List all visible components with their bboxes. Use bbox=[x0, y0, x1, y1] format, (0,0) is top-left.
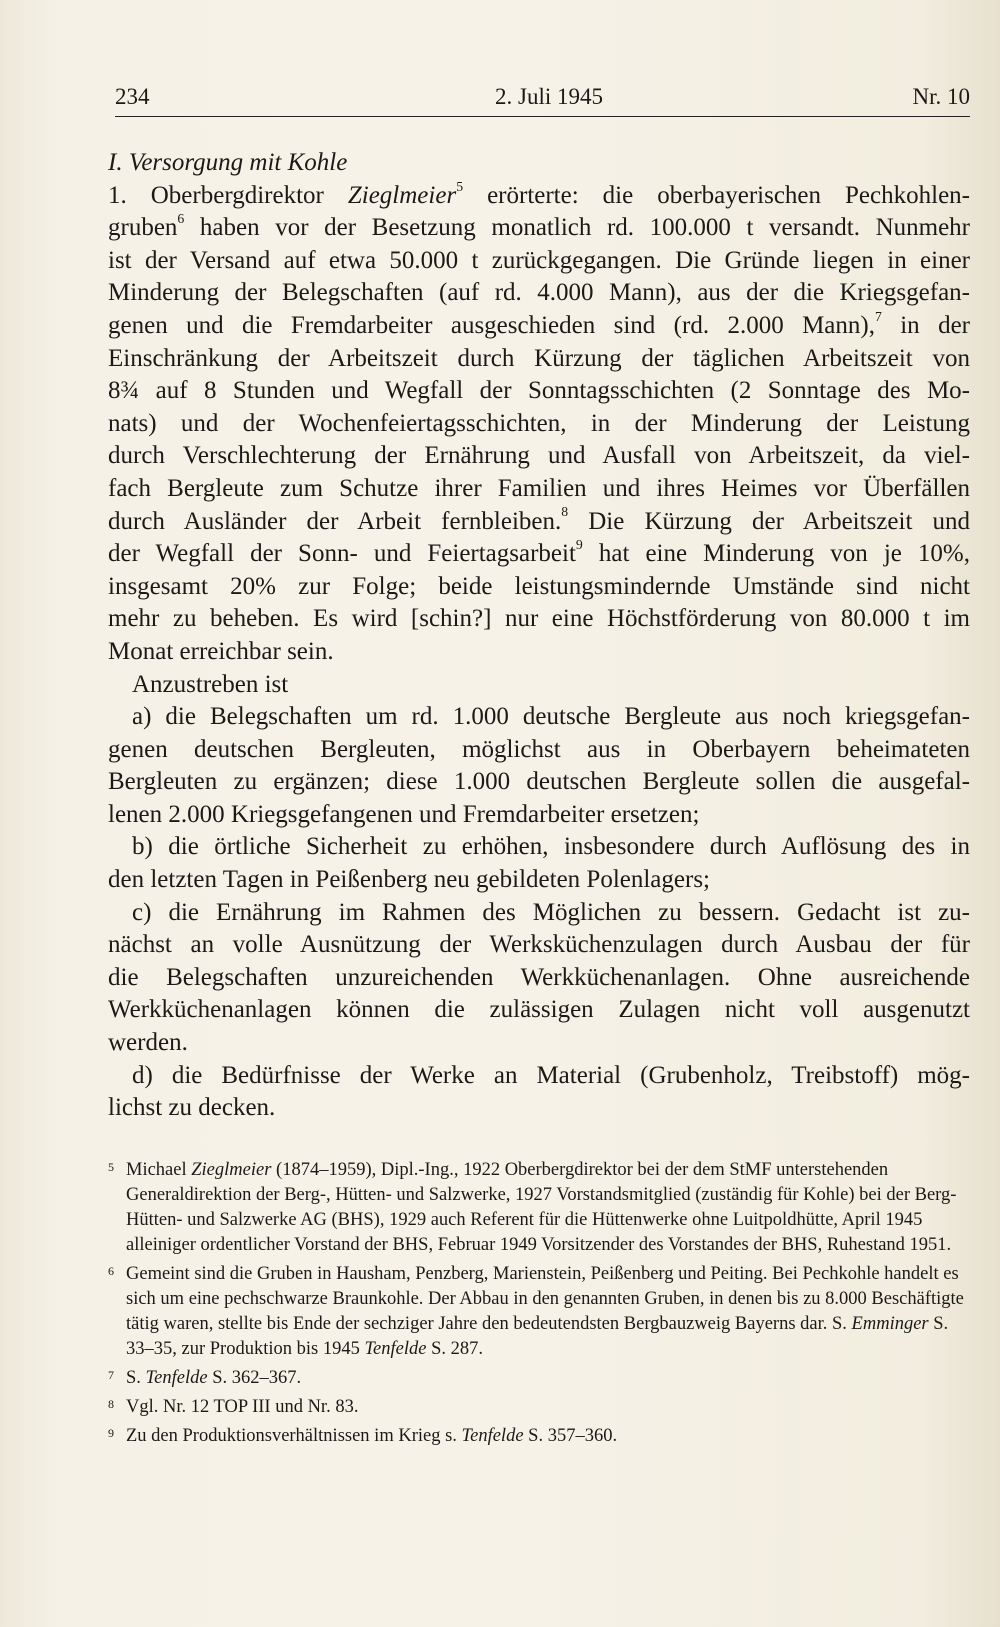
footnote bbox=[108, 1262, 970, 1362]
body-line: Einschränkung der Arbeitszeit durch Kürzung der täglichen Arbeitszeit von bbox=[108, 344, 970, 372]
main-text bbox=[108, 147, 970, 1125]
footnote-number: 7 bbox=[108, 1368, 114, 1382]
header-date: 2. Juli 1945 bbox=[495, 84, 603, 109]
footnote bbox=[108, 1366, 970, 1391]
page-number: 234 bbox=[115, 84, 150, 109]
footnote bbox=[108, 1158, 970, 1258]
footnote-number: 5 bbox=[108, 1160, 114, 1174]
body-line: c) die Ernährung im Rahmen des Möglichen zu bessern. Gedacht ist zu- bbox=[132, 898, 970, 926]
body-line: nats) und der Wochenfeiertagsschichten, in der Minderung der Leistung bbox=[108, 409, 970, 437]
footnote-number: 8 bbox=[108, 1397, 114, 1411]
body-line: ist der Versand auf etwa 50.000 t zurückgegangen. Die Gründe liegen in einer bbox=[108, 246, 970, 274]
footnote-text: Gemeint sind die Gruben in Hausham, Penzberg, Marienstein, Peißenberg und Peiting. Bei Pechkohle handelt es sich um eine pechschwarze Braunkohle. Der Abbau in den genannten Gruben, in denen bis zu 8.000 Beschäftigte tätig waren, stellte bis Ende der sechziger Jahre den bedeutendsten Bergbauzweig Bayerns dar. S. Emminger S. 33–35, zur Produktion bis 1945 Tenfelde S. 287. bbox=[126, 1264, 964, 1359]
running-header bbox=[115, 78, 970, 117]
footnote bbox=[108, 1424, 970, 1449]
body-line: Monat erreichbar sein. bbox=[108, 637, 334, 665]
footnote bbox=[108, 1395, 970, 1420]
body-line: 8¾ auf 8 Stunden und Wegfall der Sonntagsschichten (2 Sonntage des Mo- bbox=[108, 377, 970, 405]
body-line: a) die Belegschaften um rd. 1.000 deutsche Bergleute aus noch kriegsgefan- bbox=[132, 703, 970, 731]
body-line: mehr zu beheben. Es wird [schin?] nur eine Höchstförderung von 80.000 t im bbox=[108, 605, 970, 633]
body-line: durch Ausländer der Arbeit fernbleiben.$^8$ Die Kürzung der Arbeitszeit und bbox=[108, 504, 971, 535]
body-line: genen deutschen Bergleuten, möglichst aus in Oberbayern beheimateten bbox=[108, 735, 970, 763]
footnote-text: Vgl. Nr. 12 TOP III und Nr. 83. bbox=[126, 1397, 359, 1417]
body-line: gruben$^6$ haben vor der Besetzung monatlich rd. 100.000 t versandt. Nunmehr bbox=[108, 211, 970, 242]
footnote-number: 9 bbox=[108, 1426, 114, 1440]
body-line: Minderung der Belegschaften (auf rd. 4.000 Mann), aus der die Kriegsgefan- bbox=[108, 279, 970, 307]
body-line: die Belegschaften unzureichenden Werkküchenanlagen. Ohne ausreichende bbox=[108, 963, 970, 991]
body-line: lenen 2.000 Kriegsgefangenen und Fremdarbeiter ersetzen; bbox=[108, 800, 700, 828]
body-line: lichst zu decken. bbox=[108, 1094, 276, 1122]
footnote-text: Michael Zieglmeier (1874–1959), Dipl.-Ing., 1922 Oberbergdirektor bei der dem StMF unterstehenden Generaldirektion der Berg-, Hütten- und Salzwerke, 1927 Vorstandsmitglied (zuständig für Kohle) bei der Berg- Hütten- und Salzwerke AG (BHS), 1929 auch Referent für die Hüttenwerke ohne Luitpoldhütte, April 1945 alleiniger ordentlicher Vorstand der BHS, Februar 1949 Vorsitzender des Vorstandes der BHS, Ruhestand 1951. bbox=[126, 1160, 957, 1255]
body-line: werden. bbox=[108, 1029, 188, 1057]
body-line: den letzten Tagen in Peißenberg neu gebildeten Polenlagers; bbox=[108, 866, 711, 894]
footnotes bbox=[108, 1158, 970, 1453]
footnote-text: Zu den Produktionsverhältnissen im Krieg s. Tenfelde S. 357–360. bbox=[126, 1426, 618, 1446]
body-line: genen und die Fremdarbeiter ausgeschieden sind (rd. 2.000 Mann),$^7$ in der bbox=[108, 308, 970, 339]
footnote-number: 6 bbox=[108, 1264, 114, 1278]
body-line: b) die örtliche Sicherheit zu erhöhen, insbesondere durch Auflösung des in bbox=[132, 833, 970, 861]
footnote-text: S. Tenfelde S. 362–367. bbox=[126, 1368, 302, 1388]
body-line: Bergleuten zu ergänzen; diese 1.000 deutschen Bergleute sollen die ausgefal- bbox=[108, 768, 970, 796]
document-number: Nr. 10 bbox=[912, 84, 970, 109]
body-line: nächst an volle Ausnützung der Werksküchenzulagen durch Ausbau der für bbox=[108, 931, 970, 959]
body-line: 1. Oberbergdirektor Zieglmeier$^5$ erörterte: die oberbayerischen Pechkohlen- bbox=[108, 178, 970, 209]
body-line: durch Verschlechterung der Ernährung und Ausfall von Arbeitszeit, da viel- bbox=[108, 442, 970, 470]
body-line: Anzustreben ist bbox=[132, 670, 289, 698]
body-line: insgesamt 20% zur Folge; beide leistungsmindernde Umstände sind nicht bbox=[108, 572, 970, 600]
body-line: fach Bergleute zum Schutze ihrer Familien und ihres Heimes vor Überfällen bbox=[108, 474, 970, 502]
body-line: der Wegfall der Sonn- und Feiertagsarbeit$^9$ hat eine Minderung von je 10%, bbox=[108, 537, 970, 568]
section-title: I. Versorgung mit Kohle bbox=[108, 149, 348, 176]
body-line: d) die Bedürfnisse der Werke an Material (Grubenholz, Treibstoff) mög- bbox=[132, 1061, 970, 1089]
body-line: Werkküchenanlagen können die zulässigen Zulagen nicht voll ausgenutzt bbox=[108, 996, 970, 1024]
